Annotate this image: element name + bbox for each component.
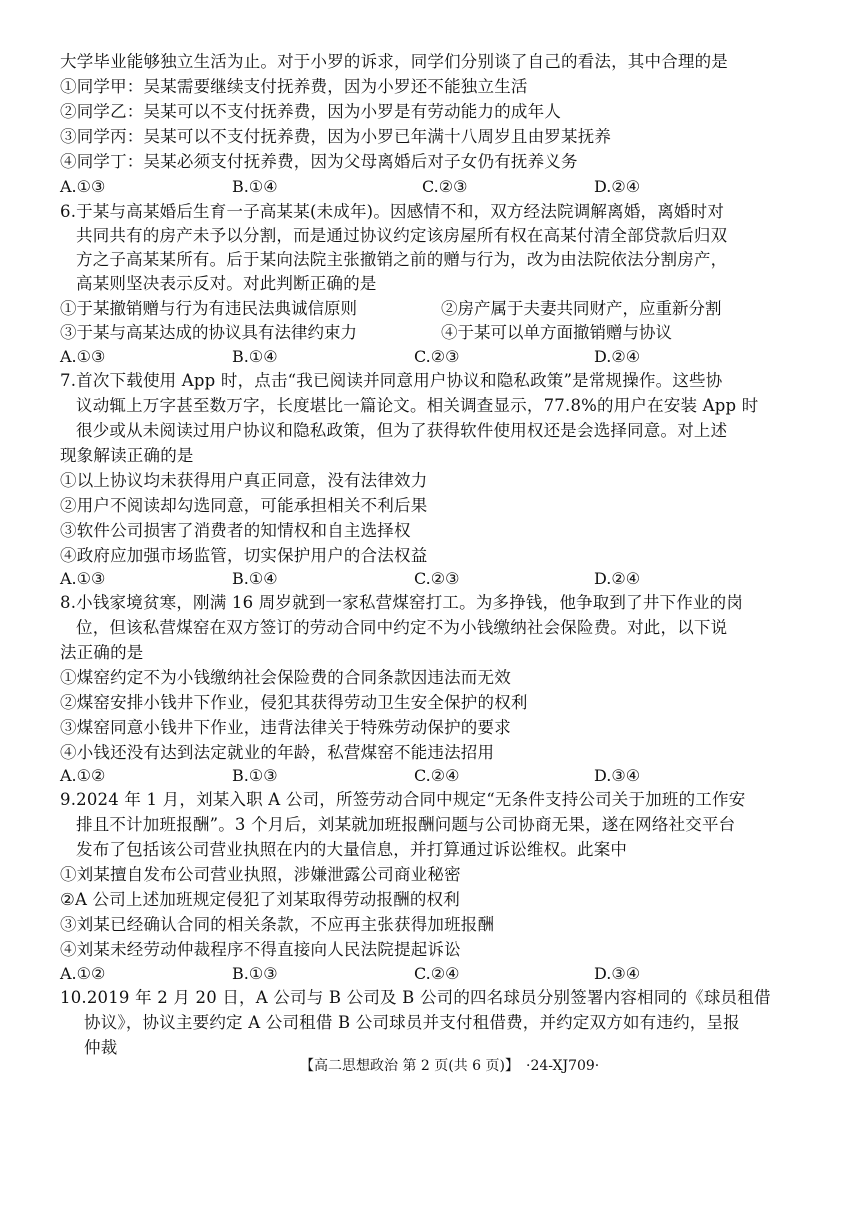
q7-options xyxy=(60,567,805,591)
option-d[interactable]: D.③④ xyxy=(594,964,641,983)
option-b[interactable]: B.①③ xyxy=(232,766,278,785)
option-a[interactable]: A.①③ xyxy=(60,177,106,196)
q8-options xyxy=(60,764,805,788)
q5-statement-4: ④同学丁：吴某必须支付抚养费，因为父母离婚后对子女仍有抚养义务 xyxy=(60,152,578,171)
q9-statement-1: ①刘某擅自发布公司营业执照，涉嫌泄露公司商业秘密 xyxy=(60,865,461,884)
q7-statement-4: ④政府应加强市场监管，切实保护用户的合法权益 xyxy=(60,546,428,565)
q7-statement-1: ①以上协议均未获得用户真正同意，没有法律效力 xyxy=(60,471,428,490)
q9-statement-4: ④刘某未经劳动仲裁程序不得直接向人民法院提起诉讼 xyxy=(60,940,461,959)
q8-stem-line-2: 位，但该私营煤窑在双方签订的劳动合同中约定不为小钱缴纳社会保险费。对此，以下说 xyxy=(76,618,728,637)
q6-statements-row-1 xyxy=(60,297,805,321)
q9-statement-3: ③刘某已经确认合同的相关条款，不应再主张获得加班报酬 xyxy=(60,915,495,934)
option-a[interactable]: A.①② xyxy=(60,964,106,983)
q6-statement-3: ③于某与高某达成的协议具有法律约束力 xyxy=(60,323,357,342)
option-c[interactable]: C.②③ xyxy=(414,569,460,588)
q6-statement-1: ①于某撤销赠与行为有违民法典诚信原则 xyxy=(60,299,357,318)
q5-statement-1: ①同学甲：吴某需要继续支付抚养费，因为小罗还不能独立生活 xyxy=(60,77,528,96)
option-b[interactable]: B.①③ xyxy=(232,964,278,983)
q6-stem-line-3: 方之子高某某所有。后于某向法院主张撤销之前的赠与行为，改为由法院依法分割房产， xyxy=(76,250,728,269)
option-c[interactable]: C.②④ xyxy=(414,964,460,983)
q5-statement-2: ②同学乙：吴某可以不支付抚养费，因为小罗是有劳动能力的成年人 xyxy=(60,102,561,121)
q5-statement-3: ③同学丙：吴某可以不支付抚养费，因为小罗已年满十八周岁且由罗某抚养 xyxy=(60,127,612,146)
q7-statement-2: ②用户不阅读却勾选同意，可能承担相关不利后果 xyxy=(60,496,428,515)
q9-options xyxy=(60,962,805,986)
page-label: 【高二思想政治 第 2 页(共 6 页)】 xyxy=(300,1058,519,1074)
q9-stem-line-3: 发布了包括该公司营业执照在内的大量信息，并打算通过诉讼维权。此案中 xyxy=(76,840,628,859)
q6-stem-line-2: 共同共有的房产未予以分割，而是通过协议约定该房屋所有权在高某付清全部贷款后归双 xyxy=(76,226,728,245)
q10-stem-line-1: 10.2019 年 2 月 20 日，A 公司与 B 公司及 B 公司的四名球员分别签署内容相同的《球员租借 xyxy=(60,988,771,1007)
q6-statements-row-2 xyxy=(60,321,805,345)
q7-statement-3: ③软件公司损害了消费者的知情权和自主选择权 xyxy=(60,521,411,540)
q8-statement-3: ③煤窑同意小钱井下作业，违背法律关于特殊劳动保护的要求 xyxy=(60,718,511,737)
option-b[interactable]: B.①④ xyxy=(232,347,278,366)
q6-statement-2: ②房产属于夫妻共同财产，应重新分割 xyxy=(441,299,722,318)
option-a[interactable]: A.①③ xyxy=(60,347,106,366)
option-c[interactable]: C.②③ xyxy=(414,347,460,366)
q8-statement-2: ②煤窑安排小钱井下作业，侵犯其获得劳动卫生安全保护的权利 xyxy=(60,693,528,712)
q9-stem-line-2: 排且不计加班报酬”。3 个月后，刘某就加班报酬问题与公司协商无果，遂在网络社交平台 xyxy=(76,815,736,834)
option-b[interactable]: B.①④ xyxy=(232,569,278,588)
option-a[interactable]: A.①② xyxy=(60,766,106,785)
option-c[interactable]: C.②③ xyxy=(422,177,468,196)
q7-stem-line-1: 7.首次下载使用 App 时，点击“我已阅读并同意用户协议和隐私政策”是常规操作。这些协 xyxy=(60,371,723,390)
q6-stem-line-4: 高某则坚决表示反对。对此判断正确的是 xyxy=(76,274,377,293)
q9-stem-line-1: 9.2024 年 1 月，刘某入职 A 公司，所签劳动合同中规定“无条件支持公司关于加班的工作安 xyxy=(60,790,746,809)
q5-stem-continuation: 大学毕业能够独立生活为止。对于小罗的诉求，同学们分别谈了自己的看法，其中合理的是 xyxy=(60,52,728,71)
q6-stem-line-1: 6.于某与高某婚后生育一子高某某(未成年)。因感情不和，双方经法院调解离婚，离婚时对 xyxy=(60,202,725,221)
q7-stem-line-3: 很少或从未阅读过用户协议和隐私政策，但为了获得软件使用权还是会选择同意。对上述 xyxy=(76,421,728,440)
option-d[interactable]: D.②④ xyxy=(594,569,641,588)
q8-stem-line-1: 8.小钱家境贫寒，刚满 16 周岁就到一家私营煤窑打工。为多挣钱，他争取到了井下作业的岗 xyxy=(60,593,744,612)
q10-stem-line-2: 协议》，协议主要约定 A 公司租借 B 公司球员并支付租借费，并约定双方如有违约，呈报 xyxy=(84,1013,740,1032)
option-a[interactable]: A.①③ xyxy=(60,569,106,588)
q9-statement-2: ②A 公司上述加班规定侵犯了刘某取得劳动报酬的权利 xyxy=(60,890,460,909)
q8-stem-line-3: 法正确的是 xyxy=(60,643,144,662)
q7-stem-line-4: 现象解读正确的是 xyxy=(60,446,194,465)
q8-statement-4: ④小钱还没有达到法定就业的年龄，私营煤窑不能违法招用 xyxy=(60,743,495,762)
q6-statement-4: ④于某可以单方面撤销赠与协议 xyxy=(441,323,672,342)
q10-stem-line-3: 仲裁 xyxy=(84,1038,118,1057)
option-d[interactable]: D.②④ xyxy=(594,347,641,366)
q5-options xyxy=(60,175,805,199)
q6-options xyxy=(60,345,805,369)
q8-statement-1: ①煤窑约定不为小钱缴纳社会保险费的合同条款因违法而无效 xyxy=(60,668,511,687)
option-b[interactable]: B.①④ xyxy=(232,177,278,196)
option-c[interactable]: C.②④ xyxy=(414,766,460,785)
exam-code: ·24-XJ709· xyxy=(526,1058,600,1074)
q7-stem-line-2: 议动辄上万字甚至数万字，长度堪比一篇论文。相关调查显示，77.8%的用户在安装 App 时 xyxy=(76,396,759,415)
page-footer xyxy=(0,1054,860,1078)
option-d[interactable]: D.③④ xyxy=(594,766,641,785)
option-d[interactable]: D.②④ xyxy=(594,177,641,196)
